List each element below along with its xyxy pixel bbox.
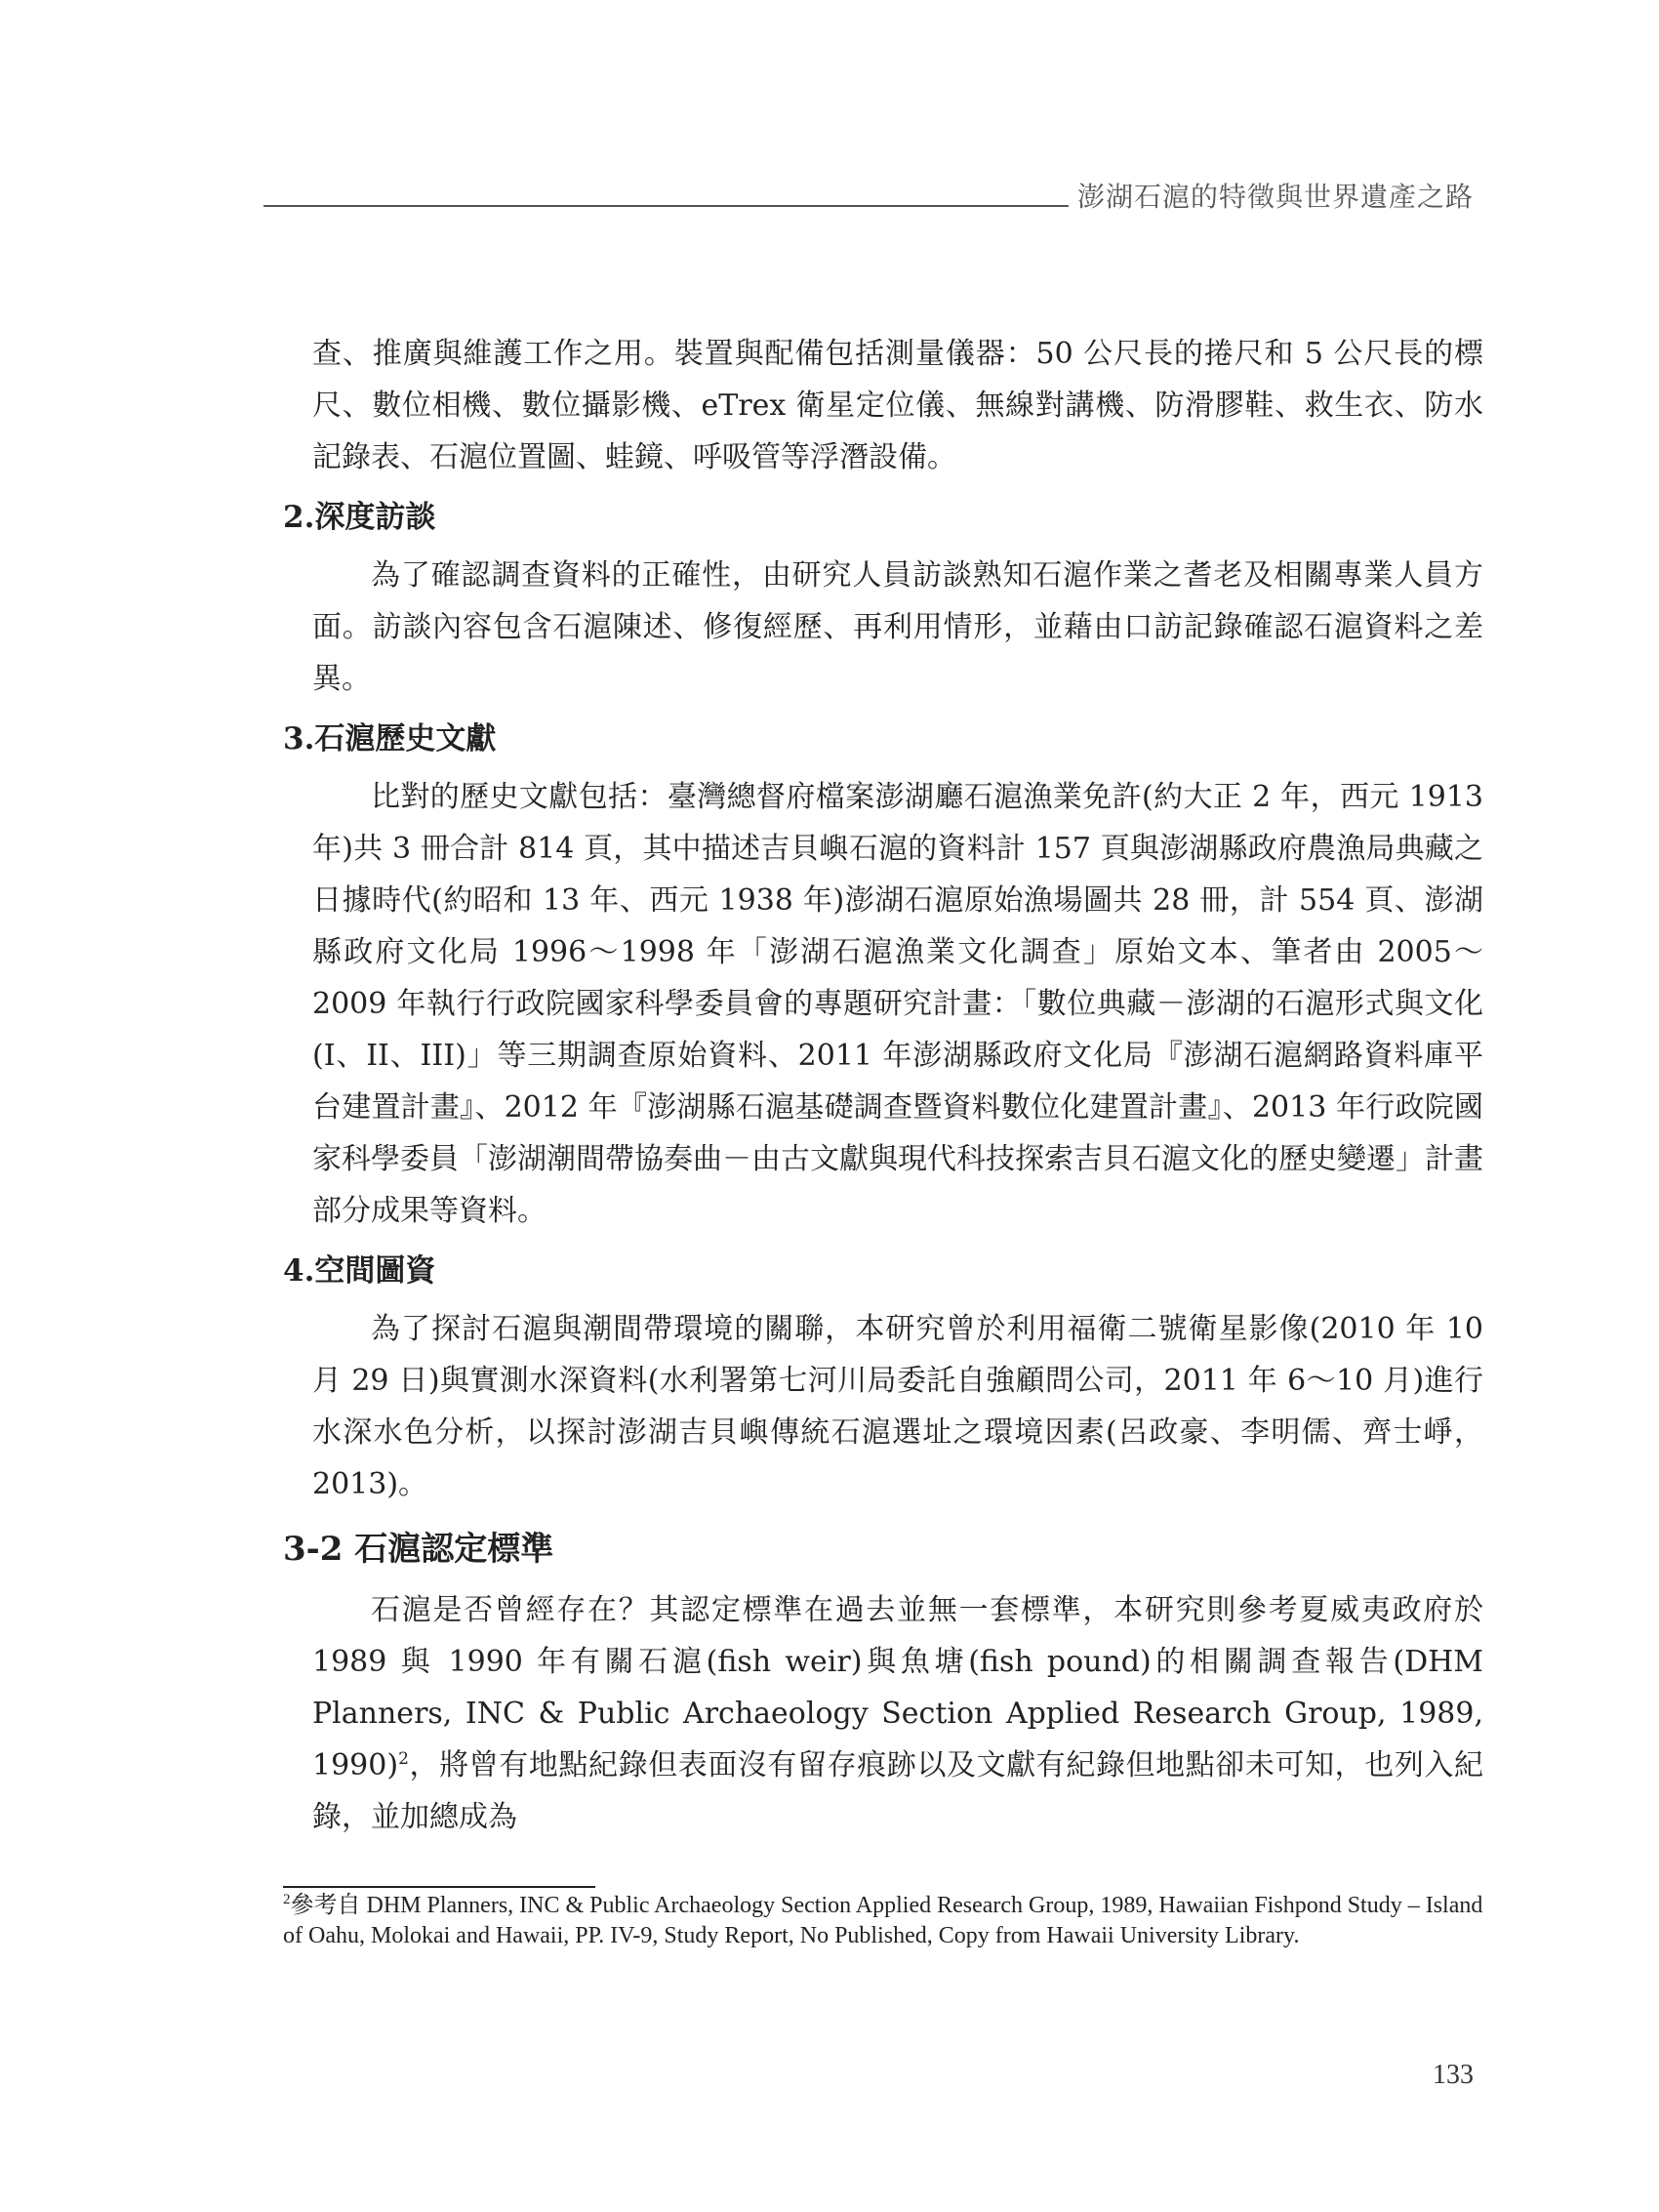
page-number: 133 [1433, 2060, 1474, 2090]
header-rule [263, 205, 1069, 207]
body-text [283, 328, 1483, 1843]
paragraph-spatial-data: 為了探討石滬與潮間帶環境的關聯，本研究曾於利用福衛二號衛星影像(2010 年 10 月 29 日)與實測水深資料(水利署第七河川局委託自強顧問公司，2011 年 6～10 月)進行水深水色分析，以探討澎湖吉貝嶼傳統石滬選址之環境因素(呂政豪、李明儒、齊士崢，2013)。 [312, 1312, 1483, 1501]
footnote-reference[interactable]: 2 [398, 1749, 409, 1769]
footnote-prefix: 參考自 [290, 1893, 361, 1918]
running-header [263, 176, 1474, 215]
running-header-title: 澎湖石滬的特徵與世界遺產之路 [1076, 181, 1474, 213]
subheading-interview: 2.深度訪談 [283, 500, 436, 535]
paragraph-criteria-part-2: ，將曾有地點紀錄但表面沒有留存痕跡以及文獻有紀錄但地點卻未可知，也列入紀錄，並加總成為 [312, 1748, 1483, 1834]
footnote-mark: 2 [283, 1892, 291, 1907]
paragraph-interview: 為了確認調查資料的正確性，由研究人員訪談熟知石滬作業之耆老及相關專業人員方面。訪談內容包含石滬陳述、修復經歷、再利用情形，並藉由口訪記錄確認石滬資料之差異。 [312, 558, 1483, 696]
section-heading: 3-2 石滬認定標準 [283, 1530, 554, 1569]
footnote [283, 1891, 1493, 1951]
paragraph-equipment: 查、推廣與維護工作之用。裝置與配備包括測量儀器：50 公尺長的捲尺和 5 公尺長的標尺、數位相機、數位攝影機、eTrex 衛星定位儀、無線對講機、防滑膠鞋、救生衣、防水記錄表、石滬位置圖、蛙鏡、呼吸管等浮潛設備。 [312, 337, 1483, 474]
footnote-text: DHM Planners, INC & Public Archaeology Section Applied Research Group, 1989, Hawaiian Fishpond Study – Island of Oahu, Molokai and Hawaii, PP. IV-9, Study Report, No Published, Copy from Hawaii University Library. [283, 1893, 1483, 1948]
subheading-historical-documents: 3.石滬歷史文獻 [283, 721, 497, 757]
paragraph-criteria [312, 1584, 1483, 1843]
footnote-rule [283, 1886, 595, 1888]
paragraph-historical-documents: 比對的歷史文獻包括：臺灣總督府檔案澎湖廳石滬漁業免許(約大正 2 年，西元 1913 年)共 3 冊合計 814 頁，其中描述吉貝嶼石滬的資料計 157 頁與澎湖縣政府農漁局典藏之日據時代(約昭和 13 年、西元 1938 年)澎湖石滬原始漁場圖共 28 冊，計 554 頁、澎湖縣政府文化局 1996～1998 年「澎湖石滬漁業文化調查」原始文本、筆者由 2005～2009 年執行行政院國家科學委員會的專題研究計畫：「數位典藏－澎湖的石滬形式與文化(I、II、III)」等三期調查原始資料、2011 年澎湖縣政府文化局『澎湖石滬網路資料庫平台建置計畫』、2012 年『澎湖縣石滬基礎調查暨資料數位化建置計畫』、2013 年行政院國家科學委員「澎湖潮間帶協奏曲－由古文獻與現代科技探索吉貝石滬文化的歷史變遷」計畫部分成果等資料。 [312, 780, 1483, 1228]
subheading-spatial-data: 4.空間圖資 [283, 1253, 436, 1289]
paragraph-criteria-part-1: 石滬是否曾經存在？其認定標準在過去並無一套標準，本研究則參考夏威夷政府於 1989 與 1990 年有關石滬(fish weir)與魚塘(fish pound)的相關調查報告(DHM Planners, INC & Public Archaeology Section Applied Research Group, 1989, 1990) [312, 1593, 1483, 1782]
